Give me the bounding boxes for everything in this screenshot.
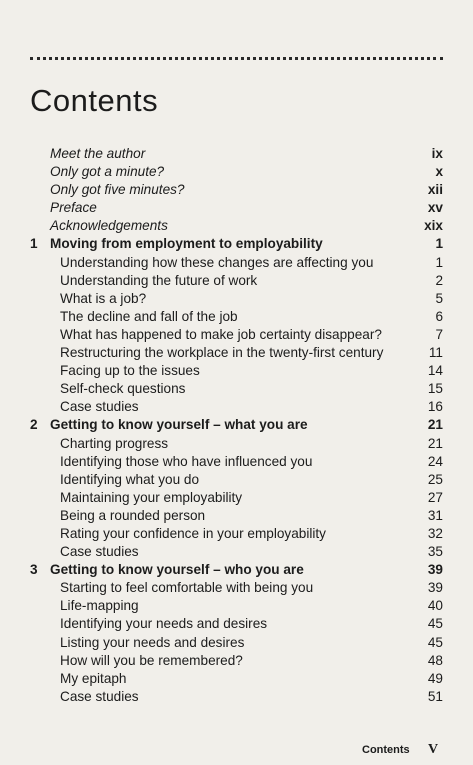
entry-title: My epitaph xyxy=(60,670,127,686)
dotted-rule xyxy=(30,57,443,60)
section-entry xyxy=(30,272,443,290)
chapter-number: 1 xyxy=(30,236,38,252)
section-entry xyxy=(30,471,443,489)
footer-page-number: V xyxy=(428,742,439,757)
entry-title: Only got five minutes? xyxy=(50,182,185,198)
entry-title: How will you be remembered? xyxy=(60,652,243,668)
page-number: 25 xyxy=(427,471,443,487)
page-number: 31 xyxy=(427,507,443,523)
section-entry xyxy=(30,489,443,507)
entry-title: Acknowledgements xyxy=(50,218,168,234)
entry-title: Identifying your needs and desires xyxy=(60,616,268,632)
section-entry xyxy=(30,380,443,398)
front-matter-entry xyxy=(30,181,443,199)
page-number: 35 xyxy=(427,544,443,560)
page-number: xii xyxy=(427,182,443,198)
page-number: 24 xyxy=(427,453,443,469)
footer-label: Contents xyxy=(362,744,410,756)
entry-title: Facing up to the issues xyxy=(60,363,200,379)
front-matter-entry xyxy=(30,145,443,163)
front-matter-entry xyxy=(30,199,443,217)
section-entry xyxy=(30,525,443,543)
section-entry xyxy=(30,688,443,706)
section-entry xyxy=(30,652,443,670)
entry-title: Moving from employment to employability xyxy=(50,236,323,252)
section-entry xyxy=(30,453,443,471)
page-number: xix xyxy=(424,218,443,234)
entry-title: Starting to feel comfortable with being you xyxy=(60,580,314,596)
front-matter-entry xyxy=(30,217,443,235)
page-number: x xyxy=(435,164,443,180)
section-entry xyxy=(30,308,443,326)
entry-title: The decline and fall of the job xyxy=(60,308,238,324)
section-entry xyxy=(30,326,443,344)
page-number: 51 xyxy=(427,688,443,704)
section-entry xyxy=(30,634,443,652)
section-entry xyxy=(30,615,443,633)
page-number: 39 xyxy=(427,562,443,578)
page-number: 48 xyxy=(427,652,443,668)
chapter-entry xyxy=(30,235,443,253)
entry-title: Maintaining your employability xyxy=(60,489,243,505)
entry-title: Self-check questions xyxy=(60,381,186,397)
page-number: 2 xyxy=(435,272,443,288)
page-number: 39 xyxy=(427,580,443,596)
entry-title: Being a rounded person xyxy=(60,507,206,523)
page-number: 40 xyxy=(427,598,443,614)
page-number: xv xyxy=(427,200,443,216)
page-number: 32 xyxy=(427,525,443,541)
entry-title: Meet the author xyxy=(50,146,146,161)
entry-title: Identifying what you do xyxy=(60,471,200,487)
entry-title: Getting to know yourself – what you are xyxy=(50,417,308,433)
section-entry xyxy=(30,435,443,453)
entry-title: Understanding the future of work xyxy=(60,272,258,288)
chapter-number: 2 xyxy=(30,417,38,433)
page-number: 1 xyxy=(435,254,443,270)
entry-title: Case studies xyxy=(60,688,139,704)
page-number: 16 xyxy=(427,399,443,415)
chapter-entry xyxy=(30,561,443,579)
entry-title: Identifying those who have influenced you xyxy=(60,453,313,469)
page-number: 14 xyxy=(427,363,443,379)
section-entry xyxy=(30,507,443,525)
page-number: 49 xyxy=(427,670,443,686)
page-number: 1 xyxy=(435,236,443,252)
entry-title: Understanding how these changes are affecting you xyxy=(60,254,374,270)
page-number: 15 xyxy=(427,381,443,397)
page-number: 21 xyxy=(427,417,443,433)
section-entry xyxy=(30,290,443,308)
entry-title: Charting progress xyxy=(60,435,169,451)
section-entry xyxy=(30,362,443,380)
entry-title: Life-mapping xyxy=(60,598,139,614)
page-number: 45 xyxy=(427,616,443,632)
section-entry xyxy=(30,398,443,416)
section-entry xyxy=(30,670,443,688)
section-entry xyxy=(30,597,443,615)
page-title: Contents xyxy=(30,83,159,118)
entry-title: Case studies xyxy=(60,544,139,560)
front-matter-entry xyxy=(30,163,443,181)
page-number: 5 xyxy=(435,290,443,306)
entry-title: Listing your needs and desires xyxy=(60,634,245,650)
page-number: 6 xyxy=(435,308,443,324)
entry-title: Preface xyxy=(50,200,97,216)
page-number: ix xyxy=(431,146,443,161)
entry-title: What has happened to make job certainty disappear? xyxy=(60,326,382,342)
table-of-contents xyxy=(30,145,443,706)
section-entry xyxy=(30,254,443,272)
page-number: 11 xyxy=(428,345,443,361)
entry-title: Case studies xyxy=(60,399,139,415)
page-number: 27 xyxy=(427,489,443,505)
section-entry xyxy=(30,543,443,561)
entry-title: Getting to know yourself – who you are xyxy=(50,562,304,578)
page-number: 45 xyxy=(427,634,443,650)
section-entry xyxy=(30,579,443,597)
page-number: 7 xyxy=(435,326,443,342)
chapter-entry xyxy=(30,416,443,434)
page-number: 21 xyxy=(427,435,443,451)
entry-title: Only got a minute? xyxy=(50,164,165,180)
entry-title: Rating your confidence in your employability xyxy=(60,525,326,541)
chapter-number: 3 xyxy=(30,562,38,578)
section-entry xyxy=(30,344,443,362)
entry-title: Restructuring the workplace in the twenty-first century xyxy=(60,345,384,361)
entry-title: What is a job? xyxy=(60,290,147,306)
